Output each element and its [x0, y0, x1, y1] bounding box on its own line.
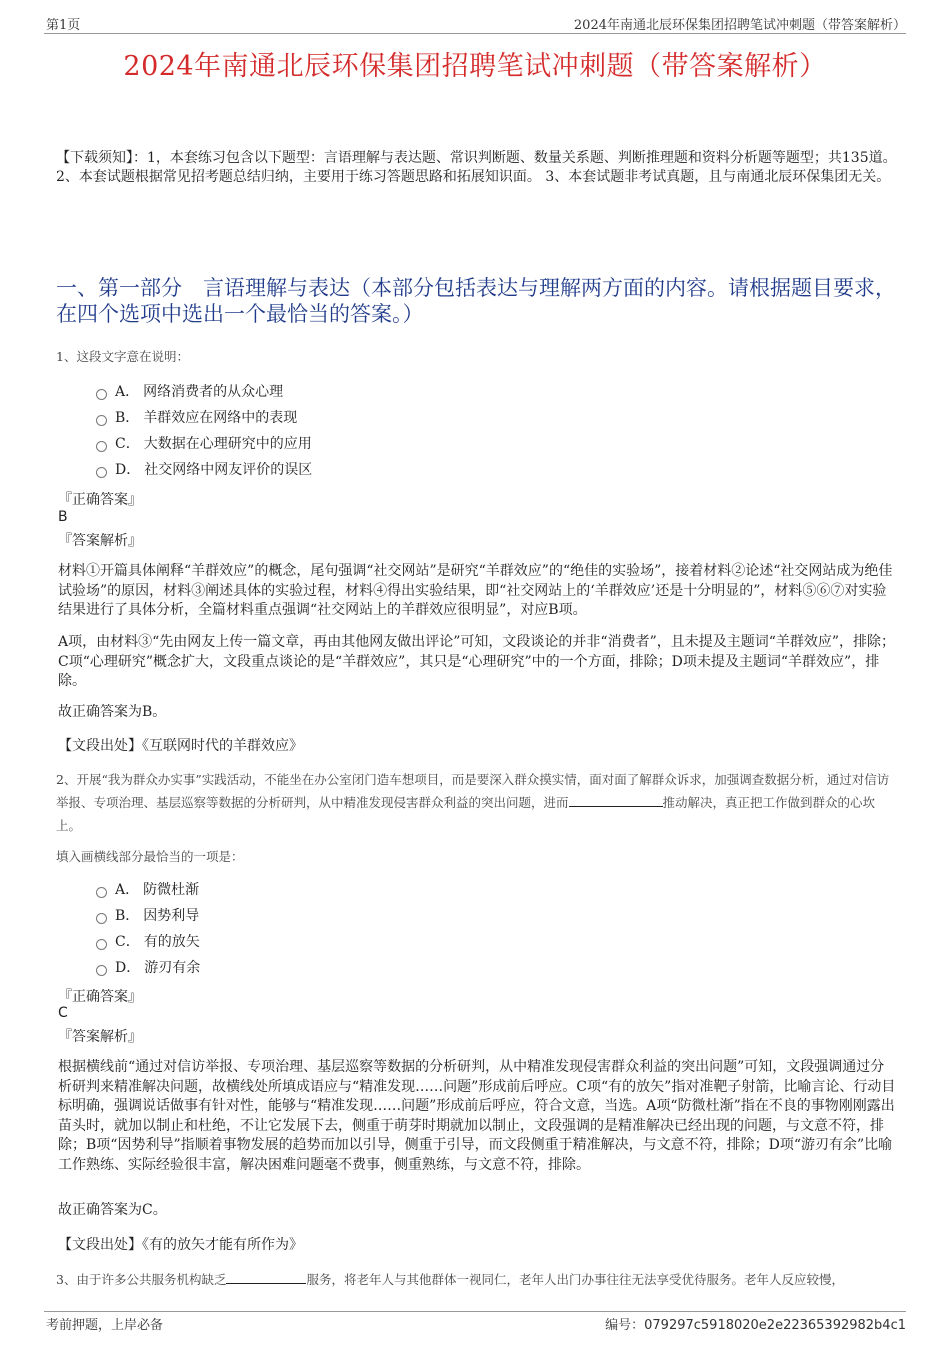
question-1-option-d[interactable]: D． 社交网络中网友评价的误区: [96, 456, 312, 482]
radio-icon[interactable]: [96, 965, 107, 976]
question-1-analysis-2: A项，由材料③“先由网友上传一篇文章，再由其他网友做出评论”可知，文段谈论的并非“消费者”，且未提及主题词“羊群效应”，排除；C项“心理研究”概念扩大，文段重点谈论的是“羊群效应”，其只是“心理研究”中的一个方面，排除；D项未提及主题词“羊群效应”，排除。: [58, 634, 896, 689]
question-2-analysis-1: 根据横线前“通过对信访举报、专项治理、基层巡察等数据的分析研判，从中精准发现侵害群众利益的突出问题”可知，文段强调通过分析研判来精准解决问题，故横线处所填成语应与“精准发现……问题”形成前后呼应。C项“有的放矢”指对准靶子射箭，比喻言论、行动目标明确，强调说话做事有针对性，能够与“精准发现……问题”形成前后呼应，符合文意，当选。A项“防微杜渐”指在不良的事物刚刚露出苗头时，就加以制止和杜绝，不让它发展下去，侧重于萌芽时期就加以制止，文段强调的是精准解决已经出现的问题，与文意不符，排除；B项“因势利导”指顺着事物发展的趋势而加以引导，侧重于引导，而文段侧重于精准解决，与文意不符，排除；D项“游刃有余”比喻工作熟练、实际经验很丰富，解决困难问题毫不费事，侧重熟练，与文意不符，排除。: [58, 1059, 896, 1173]
question-1-analysis-1: 材料①开篇具体阐释“羊群效应”的概念，尾句强调“社交网站”是研究“羊群效应”的“绝佳的实验场”，接着材料②论述“社交网站成为绝佳试验场”的原因，材料③阐述具体的实验过程，材料④得出实验结果，即“社交网站上的‘羊群效应’还是十分明显的”，材料⑤⑥⑦对实验结果进行了具体分析，全篇材料重点强调“社交网站上的羊群效应很明显”，对应B项。: [58, 563, 893, 618]
question-2-stem: 2、开展“我为群众办实事”实践活动，不能坐在办公室闭门造车想项目，而是要深入群众摸实情，面对面了解群众诉求，加强调查数据分析，通过对信访举报、专项治理、基层巡察等数据的分析研判，从中精准发现侵害群众利益的突出问题，进而 推动解决，真正把工作做到群众的心坎上。: [56, 772, 890, 833]
question-2-option-c[interactable]: C． 有的放矢: [96, 928, 200, 954]
question-1-options: [96, 378, 312, 482]
header-page-number: 第1页: [46, 18, 81, 33]
radio-icon[interactable]: [96, 939, 107, 950]
radio-icon[interactable]: [96, 441, 107, 452]
fill-blank: [569, 795, 663, 807]
page-title: 2024年南通北辰环保集团招聘笔试冲刺题（带答案解析）: [123, 51, 827, 82]
question-1-conclusion: 故正确答案为B。: [58, 704, 167, 720]
radio-icon[interactable]: [96, 415, 107, 426]
question-1-option-c[interactable]: C． 大数据在心理研究中的应用: [96, 430, 312, 456]
footer-code: 编号：079297c5918020e2e22365392982b4c1: [605, 1318, 906, 1333]
analysis-label: 『答案解析』: [58, 1029, 142, 1045]
radio-icon[interactable]: [96, 887, 107, 898]
question-2-option-a[interactable]: A． 防微杜渐: [96, 876, 200, 902]
question-1-option-a[interactable]: A． 网络消费者的从众心理: [96, 378, 312, 404]
correct-answer-label: 『正确答案』: [58, 989, 142, 1005]
radio-icon[interactable]: [96, 913, 107, 924]
header-divider: [44, 33, 906, 34]
analysis-label: 『答案解析』: [58, 533, 142, 549]
header-doc-title: 2024年南通北辰环保集团招聘笔试冲刺题（带答案解析）: [573, 18, 906, 33]
section-heading: 一、第一部分 言语理解与表达（本部分包括表达与理解两方面的内容。请根据题目要求，在四个选项中选出一个最恰当的答案。）: [56, 276, 896, 326]
question-2-option-b[interactable]: B． 因势利导: [96, 902, 200, 928]
question-1-source: 【文段出处】《互联网时代的羊群效应》: [58, 738, 303, 754]
fill-blank: [226, 1272, 306, 1284]
question-2-option-d[interactable]: D． 游刃有余: [96, 954, 200, 980]
question-2-source: 【文段出处】《有的放矢才能有所作为》: [58, 1237, 303, 1253]
radio-icon[interactable]: [96, 389, 107, 400]
question-1-answer: B: [58, 509, 68, 525]
question-3-stem: 3、由于许多公共服务机构缺乏 服务，将老年人与其他群体一视同仁，老年人出门办事往往无法享受优待服务。老年人反应较慢，: [56, 1272, 844, 1287]
footer-slogan: 考前押题，上岸必备: [46, 1318, 164, 1333]
correct-answer-label: 『正确答案』: [58, 492, 142, 508]
question-2-instruction: 填入画横线部分最恰当的一项是：: [56, 849, 244, 864]
question-2-answer: C: [58, 1005, 68, 1021]
question-1-stem: 1、这段文字意在说明：: [56, 349, 189, 364]
footer-divider: [44, 1311, 906, 1312]
download-notice: 【下载须知】：1，本套练习包含以下题型：言语理解与表达题、常识判断题、数量关系题、判断推理题和资料分析题等题型；共135道。 2、本套试题根据常见招考题总结归纳，主要用于练习答题思路和拓展知识面。 3、本套试题非考试真题，且与南通北辰环保集团无关。: [56, 150, 897, 185]
question-2-options: [96, 876, 200, 980]
question-1-option-b[interactable]: B． 羊群效应在网络中的表现: [96, 404, 312, 430]
radio-icon[interactable]: [96, 467, 107, 478]
question-2-conclusion: 故正确答案为C。: [58, 1202, 167, 1218]
